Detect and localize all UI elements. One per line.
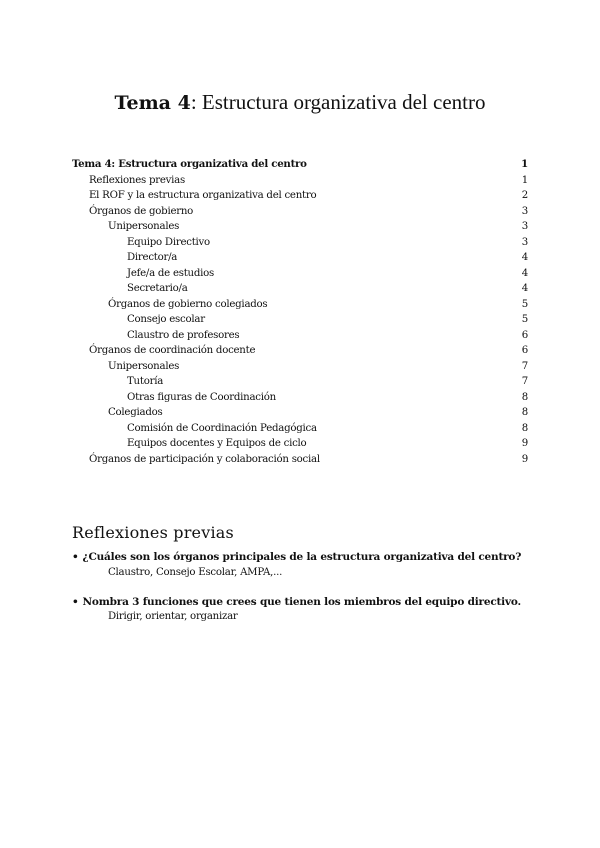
toc-entry[interactable] [72, 421, 528, 437]
toc-entry-text: Tema 4: Estructura organizativa del centro [72, 158, 307, 170]
toc-page-number: 7 [521, 376, 528, 387]
toc-entry-text: Comisión de Coordinación Pedagógica [127, 422, 317, 434]
toc-entry[interactable] [72, 405, 528, 421]
toc-page-number: 8 [521, 391, 528, 403]
bullet-2: • [72, 596, 79, 608]
question-1 [72, 551, 521, 563]
toc-page-number: 6 [521, 345, 528, 356]
toc-page-number: 3 [521, 205, 528, 217]
toc-entry[interactable] [72, 436, 528, 452]
toc-entry[interactable] [72, 374, 528, 390]
question-1-text: ¿Cuáles son los órganos principales de la estructura organizativa del centro? [82, 551, 522, 563]
toc-entry-text: Consejo escolar [127, 314, 205, 325]
toc-entry[interactable] [72, 281, 528, 297]
toc-entry-text: Tutoría [127, 376, 164, 387]
toc-entry-text: Colegiados [108, 407, 163, 418]
toc-page-number: 1 [521, 158, 528, 170]
toc-page-number: 9 [521, 453, 528, 465]
toc-entry[interactable] [72, 297, 528, 313]
toc-page-number: 2 [521, 190, 528, 201]
toc-entry[interactable] [72, 452, 528, 468]
toc-page-number: 1 [521, 174, 528, 186]
toc-entry[interactable] [72, 266, 528, 282]
toc-page-number: 9 [521, 438, 528, 449]
toc-entry[interactable] [72, 390, 528, 406]
toc-entry[interactable] [72, 219, 528, 235]
toc-entry-text: Otras figuras de Coordinación [127, 391, 276, 403]
table-of-contents [72, 157, 528, 467]
toc-entry[interactable] [72, 173, 528, 189]
toc-entry-text: Órganos de gobierno colegiados [108, 298, 268, 310]
page-title [0, 90, 600, 115]
title-rest: : Estructura organizativa del centro [190, 90, 486, 114]
question-2-text: Nombra 3 funciones que crees que tienen los miembros del equipo directivo. [82, 596, 521, 608]
toc-entry[interactable] [72, 359, 528, 375]
toc-entry-text: Jefe/a de estudios [127, 267, 214, 279]
toc-page-number: 4 [521, 267, 528, 279]
toc-entry[interactable] [72, 157, 528, 173]
question-2 [72, 596, 521, 608]
toc-entry-text: Reflexiones previas [89, 174, 185, 186]
section-heading: Reflexiones previas [72, 523, 234, 542]
toc-entry[interactable] [72, 235, 528, 251]
toc-entry[interactable] [72, 328, 528, 344]
toc-page-number: 7 [521, 360, 528, 372]
toc-entry-text: Secretario/a [127, 283, 188, 294]
toc-entry-text: Director/a [127, 252, 178, 263]
toc-entry-text: Unipersonales [108, 221, 180, 232]
toc-page-number: 5 [521, 298, 528, 310]
toc-entry[interactable] [72, 188, 528, 204]
bullet-1: • [72, 551, 79, 563]
title-bold: Tema 4 [114, 92, 191, 114]
toc-page-number: 8 [521, 422, 528, 434]
toc-page-number: 8 [521, 407, 528, 418]
toc-entry[interactable] [72, 250, 528, 266]
toc-page-number: 6 [521, 329, 528, 341]
toc-entry-text: Órganos de coordinación docente [89, 345, 256, 356]
answer-1: Claustro, Consejo Escolar, AMPA,... [108, 567, 283, 578]
toc-entry-text: Órganos de participación y colaboración social [89, 453, 320, 465]
toc-entry-text: Unipersonales [108, 360, 180, 372]
answer-2: Dirigir, orientar, organizar [108, 611, 238, 622]
toc-entry[interactable] [72, 343, 528, 359]
toc-entry-text: Claustro de profesores [127, 329, 240, 341]
toc-entry[interactable] [72, 204, 528, 220]
toc-page-number: 3 [521, 221, 528, 232]
toc-entry[interactable] [72, 312, 528, 328]
toc-page-number: 3 [521, 236, 528, 248]
toc-entry-text: Órganos de gobierno [89, 205, 194, 217]
toc-page-number: 5 [521, 314, 528, 325]
toc-page-number: 4 [521, 252, 528, 263]
toc-page-number: 4 [521, 283, 528, 294]
toc-entry-text: El ROF y la estructura organizativa del centro [89, 190, 317, 201]
toc-entry-text: Equipo Directivo [127, 236, 210, 248]
toc-entry-text: Equipos docentes y Equipos de ciclo [127, 438, 307, 449]
